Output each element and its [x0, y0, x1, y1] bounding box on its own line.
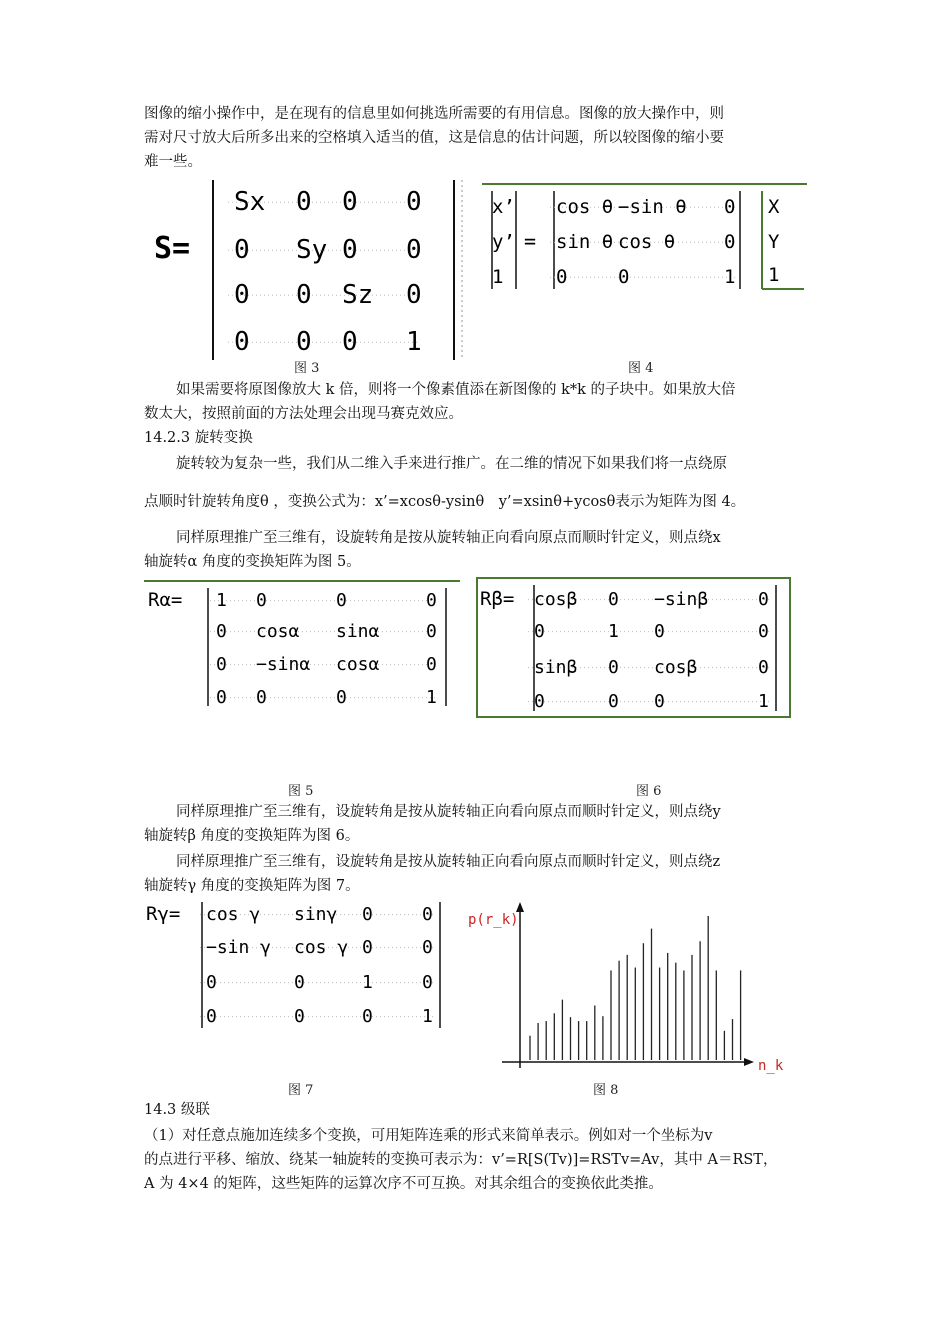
matrix-label: Rβ=: [480, 588, 515, 610]
text-line: 轴旋转γ 角度的变换矩阵为图 7。: [144, 878, 360, 894]
scale-matrix-svg: [146, 176, 476, 362]
paragraph-rotation: [144, 452, 808, 476]
matrix-cell: 0: [362, 904, 373, 925]
matrix-cell: 0: [758, 589, 769, 610]
matrix-cell: 0: [216, 654, 227, 675]
matrix-cell: 0: [336, 590, 347, 611]
matrix-cell: 0: [256, 687, 267, 708]
matrix-cell: cosα: [336, 654, 380, 675]
lhs-x: x’: [492, 196, 515, 218]
matrix-cell: 0: [294, 972, 305, 993]
matrix-label: Rγ=: [146, 903, 181, 925]
rotation-z-svg: [144, 898, 460, 1034]
caption-fig4: 图 4: [628, 361, 654, 376]
matrix-cell: 0: [342, 187, 358, 217]
matrix-cell: 0: [724, 196, 736, 218]
matrix-cells: [200, 904, 434, 1027]
matrix-cell: 1: [422, 1006, 433, 1027]
paragraph-y-rotation: [144, 800, 808, 848]
matrix-cell: 0: [342, 235, 358, 265]
matrix-cell: 0: [534, 621, 545, 642]
matrix-cell: 0: [426, 621, 437, 642]
figure-7-rotation-z: [144, 898, 460, 1034]
matrix-cell: 0: [336, 687, 347, 708]
text-line: 需对尺寸放大后所多出来的空格填入适当的值，这是信息的估计问题，所以较图像的缩小要: [144, 130, 724, 146]
matrix-cell: 0: [362, 937, 373, 958]
matrix-cell: 0: [608, 589, 619, 610]
matrix-cells: [210, 590, 438, 708]
matrix-label: S=: [154, 231, 191, 266]
x-axis-arrow: [744, 1058, 754, 1066]
matrix-cell: sinα: [336, 621, 380, 642]
vector-y: Y: [768, 231, 780, 253]
matrix-cell: 1: [362, 972, 373, 993]
matrix-cells: [528, 589, 770, 712]
matrix-cell: 0: [296, 327, 312, 357]
green-border: [477, 578, 790, 717]
paragraph-rotation-formula: [144, 490, 808, 514]
matrix-cell: 1: [724, 266, 736, 288]
matrix-cell: sinβ: [534, 657, 578, 678]
figure-5-rotation-x: [144, 580, 460, 712]
matrix-cell: 0: [618, 266, 630, 288]
matrix-cell: 0: [406, 187, 422, 217]
matrix-cell: sin θ: [556, 231, 614, 253]
matrix-cell: 0: [256, 590, 267, 611]
matrix-cell: 0: [234, 327, 250, 357]
matrix-cell: 0: [758, 657, 769, 678]
matrix-cell: Sx: [234, 187, 266, 217]
paragraph-enlarge: [144, 378, 808, 426]
x-axis-label: n_k: [758, 1058, 784, 1074]
matrix-cell: cos θ: [618, 231, 676, 253]
matrix-cell: 1: [426, 687, 437, 708]
lhs-y: y’: [492, 231, 515, 253]
matrix-cell: 1: [216, 590, 227, 611]
histogram-svg: [462, 900, 792, 1078]
matrix-cell: −sinα: [256, 654, 311, 675]
matrix-cell: cosα: [256, 621, 300, 642]
figure-4-rotation-2d: [482, 183, 807, 295]
matrix-cell: 0: [294, 1006, 305, 1027]
paragraph-zoom: [144, 102, 808, 174]
matrix-cell: 0: [654, 621, 665, 642]
matrix-cells: [228, 187, 422, 357]
figure-8-histogram: [462, 900, 792, 1078]
section-heading-cascade: 14.3 级联: [144, 1102, 210, 1118]
matrix-cell: 0: [758, 621, 769, 642]
matrix-cell: 0: [206, 972, 217, 993]
figure-6-rotation-y: [476, 577, 792, 719]
matrix-cell: 0: [406, 235, 422, 265]
matrix-cell: −sin γ: [206, 937, 272, 958]
matrix-cell: 0: [406, 280, 422, 310]
matrix-cell: 0: [234, 235, 250, 265]
matrix-cell: cos θ: [556, 196, 614, 218]
caption-fig3: 图 3: [294, 361, 320, 376]
text-line: 图像的缩小操作中，是在现有的信息里如何挑选所需要的有用信息。图像的放大操作中，则: [144, 106, 724, 122]
text-line: 数太大，按照前面的方法处理会出现马赛克效应。: [144, 406, 463, 422]
text-line: 同样原理推广至三维有，设旋转角是按从旋转轴正向看向原点而顺时针定义，则点绕x: [176, 530, 721, 546]
matrix-cells: [550, 196, 736, 288]
histogram-bars: [530, 916, 741, 1060]
matrix-cell: 0: [534, 691, 545, 712]
caption-fig5: 图 5: [288, 784, 314, 799]
text-line: 轴旋转β 角度的变换矩阵为图 6。: [144, 828, 360, 844]
rotation-x-svg: [144, 580, 460, 712]
matrix-cell: 0: [608, 657, 619, 678]
matrix-cell: 0: [296, 187, 312, 217]
matrix-cell: 0: [422, 904, 433, 925]
matrix-cell: 0: [654, 691, 665, 712]
matrix-cell: cosβ: [654, 657, 698, 678]
matrix-cell: 0: [556, 266, 568, 288]
y-axis-arrow: [516, 902, 524, 912]
text-line: 点顺时针旋转角度θ ，变换公式为：x’=xcosθ-ysinθ y’=xsinθ+ycosθ表示为矩阵为图 4。: [144, 494, 746, 510]
matrix-cell: 1: [758, 691, 769, 712]
matrix-cell: 0: [216, 687, 227, 708]
matrix-cell: 0: [362, 1006, 373, 1027]
matrix-cell: cosβ: [534, 589, 578, 610]
vector-1: 1: [768, 264, 780, 286]
matrix-cell: 1: [406, 327, 422, 357]
text-line: 同样原理推广至三维有，设旋转角是按从旋转轴正向看向原点而顺时针定义，则点绕y: [176, 804, 721, 820]
matrix-cell: cos γ: [294, 937, 349, 958]
matrix-cell: 0: [296, 280, 312, 310]
text-line: 的点进行平移、缩放、绕某一轴旋转的变换可表示为：v’=R[S(Tv)]=RSTv=Av，其中 A＝RST，: [144, 1152, 778, 1168]
matrix-cell: −sinβ: [654, 589, 709, 610]
rotation-2d-svg: [482, 183, 807, 295]
matrix-label: Rα=: [148, 589, 183, 611]
text-line: 如果需要将原图像放大 k 倍，则将一个像素值添在新图像的 k*k 的子块中。如果放大倍: [176, 382, 736, 398]
section-heading-rotation: 14.2.3 旋转变换: [144, 430, 253, 446]
text-line: 旋转较为复杂一些，我们从二维入手来进行推广。在二维的情况下如果我们将一点绕原: [176, 456, 727, 472]
text-line: A 为 4×4 的矩阵，这些矩阵的运算次序不可互换。对其余组合的变换依此类推。: [144, 1176, 663, 1192]
matrix-cell: 0: [426, 590, 437, 611]
text-line: 同样原理推广至三维有，设旋转角是按从旋转轴正向看向原点而顺时针定义，则点绕z: [176, 854, 721, 870]
text-line: 难一些。: [144, 154, 202, 170]
text-line: 轴旋转α 角度的变换矩阵为图 5。: [144, 554, 361, 570]
caption-fig8: 图 8: [593, 1083, 619, 1098]
figure-3-scale-matrix: [146, 176, 476, 362]
matrix-cell: Sy: [296, 235, 328, 265]
matrix-cell: 0: [342, 327, 358, 357]
equals-sign: =: [524, 229, 537, 253]
matrix-cell: 0: [216, 621, 227, 642]
matrix-cell: 0: [608, 691, 619, 712]
y-axis-label: p(r_k): [468, 912, 519, 928]
matrix-cell: 1: [608, 621, 619, 642]
matrix-cell: 0: [422, 937, 433, 958]
vector-x: X: [768, 196, 780, 218]
text-line: （1）对任意点施加连续多个变换，可用矩阵连乘的形式来简单表示。例如对一个坐标为v: [144, 1128, 713, 1144]
paragraph-x-rotation: [144, 526, 808, 574]
paragraph-cascade: [144, 1124, 808, 1196]
matrix-cell: 0: [234, 280, 250, 310]
paragraph-z-rotation: [144, 850, 808, 898]
caption-fig7: 图 7: [288, 1083, 314, 1098]
matrix-cell: Sz: [342, 280, 374, 310]
lhs-1: 1: [492, 266, 504, 288]
matrix-cell: 0: [426, 654, 437, 675]
matrix-cell: sinγ: [294, 904, 338, 925]
caption-fig6: 图 6: [636, 784, 662, 799]
matrix-cell: 0: [422, 972, 433, 993]
matrix-cell: −sin θ: [618, 196, 687, 218]
matrix-cell: cos γ: [206, 904, 261, 925]
matrix-cell: 0: [724, 231, 736, 253]
matrix-cell: 0: [206, 1006, 217, 1027]
rotation-y-svg: [476, 577, 792, 719]
